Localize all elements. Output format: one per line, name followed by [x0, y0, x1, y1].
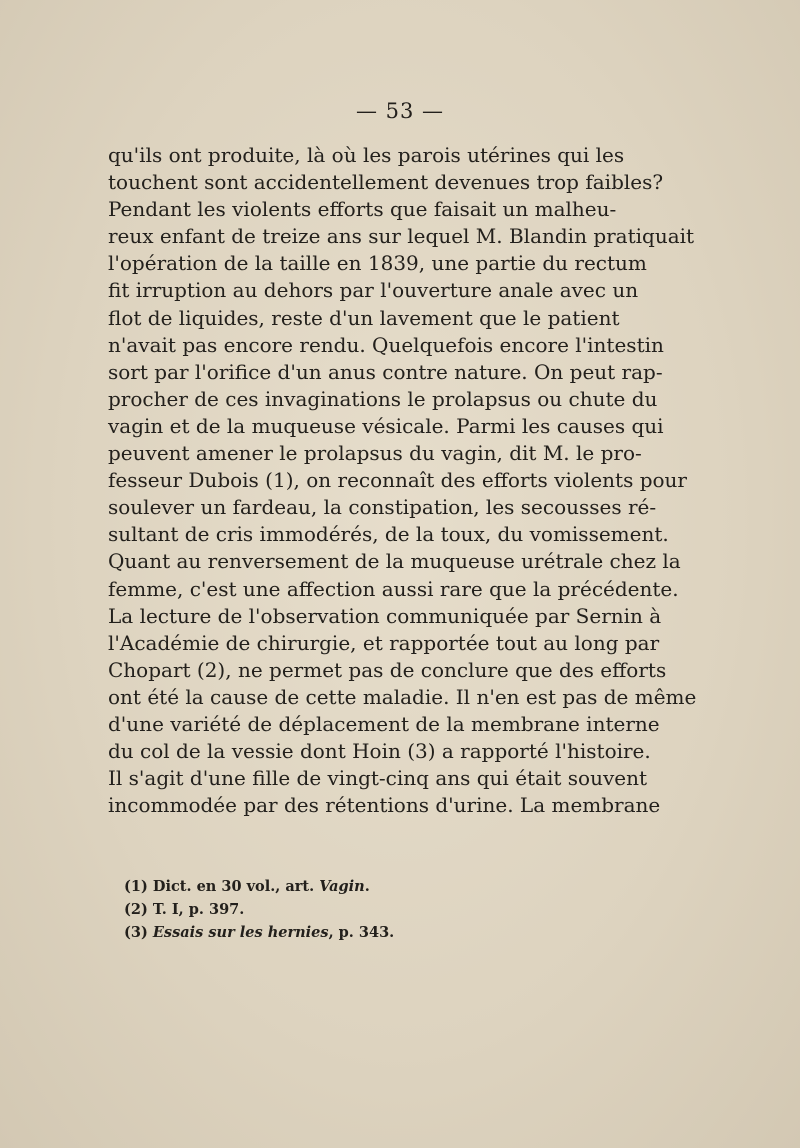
text-line: Il s'agit d'une fille de vingt-cinq ans qui était souvent: [108, 766, 648, 791]
text-line: Pendant les violents efforts que faisait un malheu-: [108, 197, 617, 222]
footnote-mark: (2): [124, 901, 148, 919]
text-line: procher de ces invaginations le prolapsus ou chute du: [108, 386, 658, 411]
text-line: flot de liquides, reste d'un lavement que le patient: [108, 305, 620, 330]
text-line: La lecture de l'observation communiquée par Sernin à: [108, 603, 662, 628]
text-line: touchent sont accidentellement devenues trop faibles?: [108, 170, 664, 195]
text-line: fit irruption au dehors par l'ouverture anale avec un: [108, 278, 639, 303]
footnote-3: [124, 921, 524, 944]
text-line: peuvent amener le prolapsus du vagin, dit M. le pro-: [108, 441, 642, 466]
text-line: l'Académie de chirurgie, et rapportée tout au long par: [108, 630, 660, 655]
text-line: vagin et de la muqueuse vésicale. Parmi les causes qui: [108, 413, 664, 438]
text-line: fesseur Dubois (1), on reconnaît des efforts violents pour: [108, 468, 687, 493]
page-number-header: — 53 —: [355, 99, 445, 123]
footnote-italic: Essais sur les hernies: [152, 924, 329, 942]
footnote-text: Dict. en 30 vol., art.: [152, 878, 320, 895]
body-text: [108, 142, 697, 819]
footnotes: [124, 875, 524, 945]
text-line: n'avait pas encore rendu. Quelquefois encore l'intestin: [108, 332, 664, 357]
text-line: sultant de cris immodérés, de la toux, du vomissement.: [108, 522, 669, 547]
text-line: Quant au renversement de la muqueuse urétrale chez la: [108, 549, 681, 574]
text-line: femme, c'est une affection aussi rare que la précédente.: [108, 576, 679, 601]
footnote-1: [124, 875, 524, 898]
text-line: d'une variété de déplacement de la membrane interne: [108, 711, 660, 736]
footnote-mark: (1): [124, 878, 148, 895]
footnote-2: [124, 898, 524, 921]
text-line: incommodée par des rétentions d'urine. La membrane: [108, 793, 661, 818]
footnote-tail: , p. 343.: [328, 924, 395, 942]
footnote-tail: .: [364, 878, 370, 895]
footnote-italic: Vagin: [319, 878, 365, 895]
text-line: sort par l'orifice d'un anus contre nature. On peut rap-: [108, 359, 663, 384]
text-line: l'opération de la taille en 1839, une partie du rectum: [108, 251, 647, 276]
footnote-mark: (3): [124, 924, 148, 942]
footnote-text: T. I, p. 397.: [152, 901, 245, 919]
text-line: qu'ils ont produite, là où les parois utérines qui les: [108, 143, 625, 167]
text-line: reux enfant de treize ans sur lequel M. Blandin pratiquait: [108, 224, 695, 249]
text-line: Chopart (2), ne permet pas de conclure que des efforts: [108, 657, 667, 682]
text-line: ont été la cause de cette maladie. Il n'en est pas de même: [108, 684, 697, 709]
text-line: du col de la vessie dont Hoin (3) a rapporté l'histoire.: [108, 739, 651, 764]
text-line: soulever un fardeau, la constipation, les secousses ré-: [108, 495, 657, 520]
